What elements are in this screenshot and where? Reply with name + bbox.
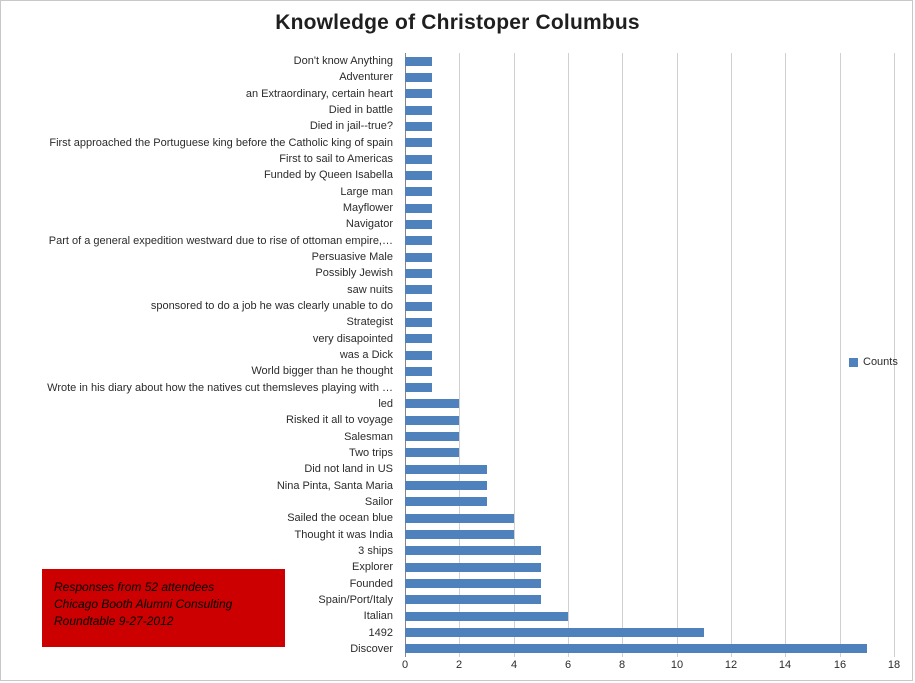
bar-row bbox=[405, 318, 894, 327]
bar bbox=[405, 530, 514, 539]
category-label: Sailed the ocean blue bbox=[287, 512, 393, 525]
legend bbox=[849, 356, 898, 368]
bar-row bbox=[405, 383, 894, 392]
category-label: Nina Pinta, Santa Maria bbox=[276, 479, 393, 492]
category-label: was a Dick bbox=[339, 349, 393, 361]
bar bbox=[405, 448, 459, 457]
category-label: Discover bbox=[350, 642, 393, 655]
bar bbox=[405, 628, 704, 637]
bar bbox=[405, 253, 432, 262]
bar-row bbox=[405, 497, 894, 506]
bar bbox=[405, 122, 432, 131]
category-label: Founded bbox=[349, 577, 393, 590]
category-label: Died in jail--true? bbox=[309, 120, 393, 133]
category-label: 3 ships bbox=[358, 544, 393, 557]
bar bbox=[405, 73, 432, 82]
x-tick-label: 10 bbox=[670, 659, 684, 671]
bar-row bbox=[405, 351, 894, 360]
bar bbox=[405, 269, 432, 278]
bar-row bbox=[405, 563, 894, 572]
bar bbox=[405, 220, 432, 229]
bar-row bbox=[405, 530, 894, 539]
bar bbox=[405, 579, 541, 588]
bar-row bbox=[405, 628, 894, 637]
bar bbox=[405, 334, 432, 343]
bar-row bbox=[405, 253, 894, 262]
bar-series bbox=[405, 53, 894, 657]
x-tick-label: 8 bbox=[618, 659, 626, 671]
category-label: Did not land in US bbox=[304, 463, 393, 476]
category-label: Don't know Anything bbox=[293, 55, 393, 68]
bar-row bbox=[405, 644, 894, 653]
bar-row bbox=[405, 465, 894, 474]
bar-row bbox=[405, 269, 894, 278]
bar-row bbox=[405, 432, 894, 441]
bar bbox=[405, 204, 432, 213]
bar bbox=[405, 546, 541, 555]
bar bbox=[405, 285, 432, 294]
category-label: Large man bbox=[340, 185, 393, 198]
bar bbox=[405, 383, 432, 392]
bar bbox=[405, 612, 568, 621]
bar-row bbox=[405, 155, 894, 164]
bar bbox=[405, 155, 432, 164]
bar-row bbox=[405, 448, 894, 457]
bar-row bbox=[405, 481, 894, 490]
bar bbox=[405, 481, 487, 490]
annotation-line-3: Roundtable 9-27-2012 bbox=[54, 614, 174, 628]
category-label: Italian bbox=[363, 610, 393, 623]
x-tick-label: 12 bbox=[724, 659, 738, 671]
bar bbox=[405, 138, 432, 147]
bar bbox=[405, 644, 867, 653]
x-tick-label: 14 bbox=[778, 659, 792, 671]
annotation-box bbox=[42, 569, 285, 647]
bar-row bbox=[405, 122, 894, 131]
category-label: sponsored to do a job he was clearly unable to do bbox=[150, 300, 393, 313]
category-label: First approached the Portuguese king before the Catholic king of spain bbox=[49, 136, 393, 149]
bar-row bbox=[405, 171, 894, 180]
category-label: Mayflower bbox=[342, 202, 393, 215]
plot-area bbox=[405, 53, 894, 657]
bar bbox=[405, 106, 432, 115]
bar bbox=[405, 351, 432, 360]
bar-row bbox=[405, 546, 894, 555]
bar-row bbox=[405, 302, 894, 311]
category-label: Navigator bbox=[345, 218, 393, 231]
category-label: an Extraordinary, certain heart bbox=[245, 87, 393, 100]
category-axis-labels bbox=[1, 53, 399, 657]
category-label: Died in battle bbox=[328, 104, 393, 117]
category-label: Sailor bbox=[364, 495, 393, 508]
bar bbox=[405, 367, 432, 376]
bar bbox=[405, 563, 541, 572]
bar bbox=[405, 514, 514, 523]
bar bbox=[405, 432, 459, 441]
bar bbox=[405, 89, 432, 98]
annotation-line-1: Responses from 52 attendees bbox=[54, 580, 215, 594]
bar bbox=[405, 187, 432, 196]
category-label: Wrote in his diary about how the natives cut themsleves playing with … bbox=[47, 381, 393, 394]
category-label: Strategist bbox=[346, 316, 393, 329]
bar-row bbox=[405, 612, 894, 621]
bar-row bbox=[405, 220, 894, 229]
category-label: 1492 bbox=[368, 626, 393, 639]
category-label: Spain/Port/Italy bbox=[318, 593, 393, 606]
bar bbox=[405, 236, 432, 245]
bar-row bbox=[405, 367, 894, 376]
legend-label-counts: Counts bbox=[863, 356, 898, 368]
bar bbox=[405, 595, 541, 604]
bar-row bbox=[405, 73, 894, 82]
category-label: Two trips bbox=[348, 446, 393, 459]
bar-row bbox=[405, 89, 894, 98]
bar-row bbox=[405, 138, 894, 147]
bar bbox=[405, 302, 432, 311]
category-label: Explorer bbox=[352, 561, 393, 574]
value-axis-labels bbox=[401, 659, 901, 675]
x-tick-label: 18 bbox=[887, 659, 901, 671]
bar bbox=[405, 318, 432, 327]
category-label: saw nuits bbox=[347, 283, 393, 296]
annotation-line-2: Chicago Booth Alumni Consulting bbox=[54, 597, 233, 611]
chart-title: Knowledge of Christoper Columbus bbox=[275, 11, 640, 34]
category-label: Thought it was India bbox=[294, 528, 393, 541]
category-label: Funded by Queen Isabella bbox=[263, 169, 393, 182]
bar bbox=[405, 497, 487, 506]
bar bbox=[405, 399, 459, 408]
category-label: Part of a general expedition westward due to rise of ottoman empire,… bbox=[48, 234, 393, 247]
category-label: very disapointed bbox=[312, 332, 393, 345]
bar-row bbox=[405, 285, 894, 294]
bar-row bbox=[405, 106, 894, 115]
category-label: Salesman bbox=[344, 430, 393, 443]
category-label: led bbox=[378, 397, 393, 410]
category-label: Adventurer bbox=[339, 71, 393, 84]
bar-row bbox=[405, 416, 894, 425]
x-tick-label: 4 bbox=[510, 659, 518, 671]
bar-row bbox=[405, 236, 894, 245]
x-tick-label: 16 bbox=[833, 659, 847, 671]
bar-row bbox=[405, 334, 894, 343]
bar-row bbox=[405, 187, 894, 196]
category-label: Persuasive Male bbox=[311, 251, 393, 264]
bar bbox=[405, 57, 432, 66]
gridline bbox=[894, 53, 895, 657]
category-label: Possibly Jewish bbox=[315, 267, 393, 280]
bar-row bbox=[405, 595, 894, 604]
category-label: Risked it all to voyage bbox=[286, 414, 393, 427]
legend-swatch-counts bbox=[849, 358, 858, 367]
bar-row bbox=[405, 57, 894, 66]
x-tick-label: 2 bbox=[455, 659, 463, 671]
bar-row bbox=[405, 514, 894, 523]
bar bbox=[405, 171, 432, 180]
bar bbox=[405, 465, 487, 474]
bar-row bbox=[405, 204, 894, 213]
category-label: World bigger than he thought bbox=[251, 365, 393, 378]
category-label: First to sail to Americas bbox=[279, 153, 393, 166]
bar-row bbox=[405, 579, 894, 588]
x-tick-label: 6 bbox=[564, 659, 572, 671]
x-tick-label: 0 bbox=[401, 659, 409, 671]
bar-row bbox=[405, 399, 894, 408]
bar bbox=[405, 416, 459, 425]
